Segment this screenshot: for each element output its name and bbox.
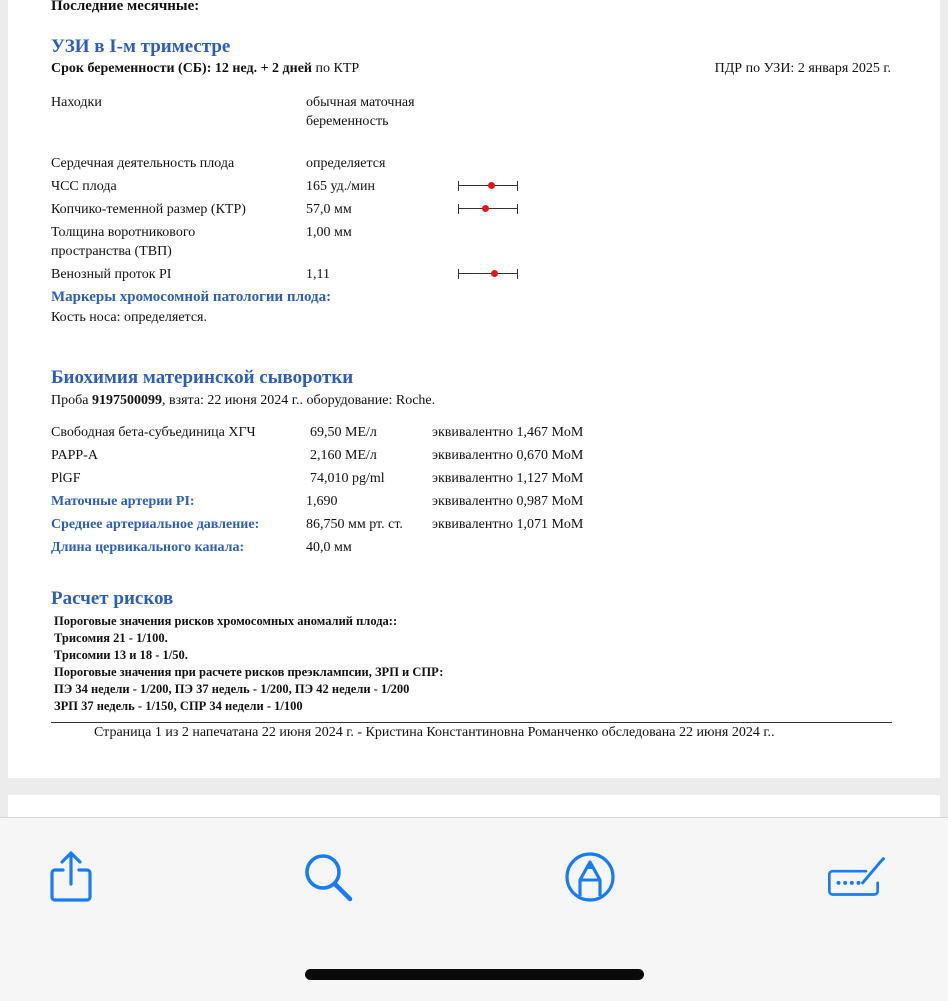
uzi-row-value: обычная маточная беременность: [306, 95, 415, 129]
biochem-row-value: 74,010 pg/ml: [310, 471, 385, 486]
biochem-row-mom: эквивалентно 1,467 MoM: [432, 425, 584, 440]
biochem-row-mom: эквивалентно 0,670 MoM: [432, 448, 584, 463]
uzi-row-label: Копчико-теменной размер (КТР): [51, 202, 246, 217]
uzi-row-label: Венозный проток PI: [51, 267, 172, 282]
risk-line: ПЭ 34 недели - 1/200, ПЭ 37 недель - 1/200, ПЭ 42 недели - 1/200: [54, 682, 410, 696]
sample-suffix: , взята: 22 июня 2024 г.. оборудование: Roche.: [161, 393, 436, 408]
pregnancy-term-suffix: по КТР: [315, 61, 360, 76]
biochem-row-value: 86,750 мм рт. ст.: [306, 517, 403, 532]
sample-prefix: Проба: [51, 393, 89, 408]
biochem-row-value: 1,690: [306, 494, 338, 509]
biochem-row-value: 40,0 мм: [306, 540, 352, 555]
footer-divider: [51, 722, 892, 723]
signature-icon: [826, 850, 886, 904]
range-indicator-heart-rate: [458, 181, 518, 191]
uzi-row-label: Сердечная деятельность плода: [51, 156, 235, 171]
biochem-section-title: Биохимия материнской сыворотки: [51, 367, 354, 388]
markup-pen-icon: [563, 850, 617, 904]
pregnancy-term-value: 12 нед. + 2 дней: [214, 61, 312, 76]
risk-line: Пороговые значения рисков хромосомных аномалий плода::: [54, 614, 398, 628]
risk-line: ЗРП 37 недель - 1/150, СПР 34 недели - 1/100: [54, 699, 303, 713]
sample-info: [51, 393, 435, 409]
search-button[interactable]: [298, 847, 358, 907]
biochem-row-value: 2,160 МЕ/л: [310, 448, 377, 463]
biochem-row-label: PlGF: [51, 471, 81, 486]
uzi-row-value: 165 уд./мин: [306, 179, 375, 194]
range-marker-dot: [491, 270, 498, 277]
sample-id: 9197500099: [91, 393, 162, 408]
range-marker-dot: [482, 205, 489, 212]
uzi-row-label: ЧСС плода: [51, 179, 117, 194]
biochem-row-mom: эквивалентно 0,987 MoM: [432, 494, 584, 509]
home-indicator[interactable]: [305, 969, 644, 980]
uzi-section-title: УЗИ в I-м триместре: [51, 36, 231, 57]
last-period-heading: Последние месячные:: [51, 0, 200, 14]
uzi-row-value: определяется: [306, 156, 386, 171]
risk-section-title: Расчет рисков: [51, 588, 174, 609]
biochem-row-label: Маточные артерии PI:: [51, 494, 195, 509]
uzi-row-value: 1,00 мм: [306, 225, 352, 240]
risk-line: Трисомия 21 - 1/100.: [54, 631, 168, 645]
due-date: ПДР по УЗИ: 2 января 2025 г.: [714, 61, 891, 76]
pregnancy-term: [51, 61, 359, 77]
share-button[interactable]: [41, 847, 101, 907]
signature-button[interactable]: [826, 847, 886, 907]
range-indicator-crl: [458, 204, 518, 214]
biochem-row-label: Свободная бета-субъединица ХГЧ: [51, 425, 256, 440]
uzi-row-label: Находки: [51, 95, 102, 110]
markers-text: Кость носа: определяется.: [51, 310, 207, 325]
biochem-row-label: PAPP-A: [51, 448, 98, 463]
page-footer: Страница 1 из 2 напечатана 22 июня 2024 г. - Кристина Константиновна Романченко обследована 22 июня 2024 г..: [94, 725, 775, 740]
biochem-row-label: Среднее артериальное давление:: [51, 517, 260, 532]
markup-button[interactable]: [560, 847, 620, 907]
biochem-row-mom: эквивалентно 1,071 MoM: [432, 517, 584, 532]
biochem-row-mom: эквивалентно 1,127 MoM: [432, 471, 584, 486]
biochem-row-label: Длина цервикального канала:: [51, 540, 245, 555]
biochem-row-value: 69,50 МЕ/л: [310, 425, 377, 440]
uzi-row-label: Толщина воротникового пространства (ТВП): [51, 225, 196, 259]
range-marker-dot: [488, 182, 495, 189]
risk-line: Трисомии 13 и 18 - 1/50.: [54, 648, 188, 662]
range-indicator-ductus-venosus: [458, 269, 518, 279]
search-icon: [301, 850, 355, 904]
uzi-row-value: 1,11: [306, 267, 330, 282]
uzi-row-value: 57,0 мм: [306, 202, 352, 217]
share-icon: [48, 850, 94, 904]
markers-title: Маркеры хромосомной патологии плода:: [51, 289, 332, 305]
risk-line: Пороговые значения при расчете рисков преэклампсии, ЗРП и СПР:: [54, 665, 444, 679]
pregnancy-term-prefix: Срок беременности (СБ):: [51, 61, 212, 76]
document-page-1: [8, 0, 940, 778]
